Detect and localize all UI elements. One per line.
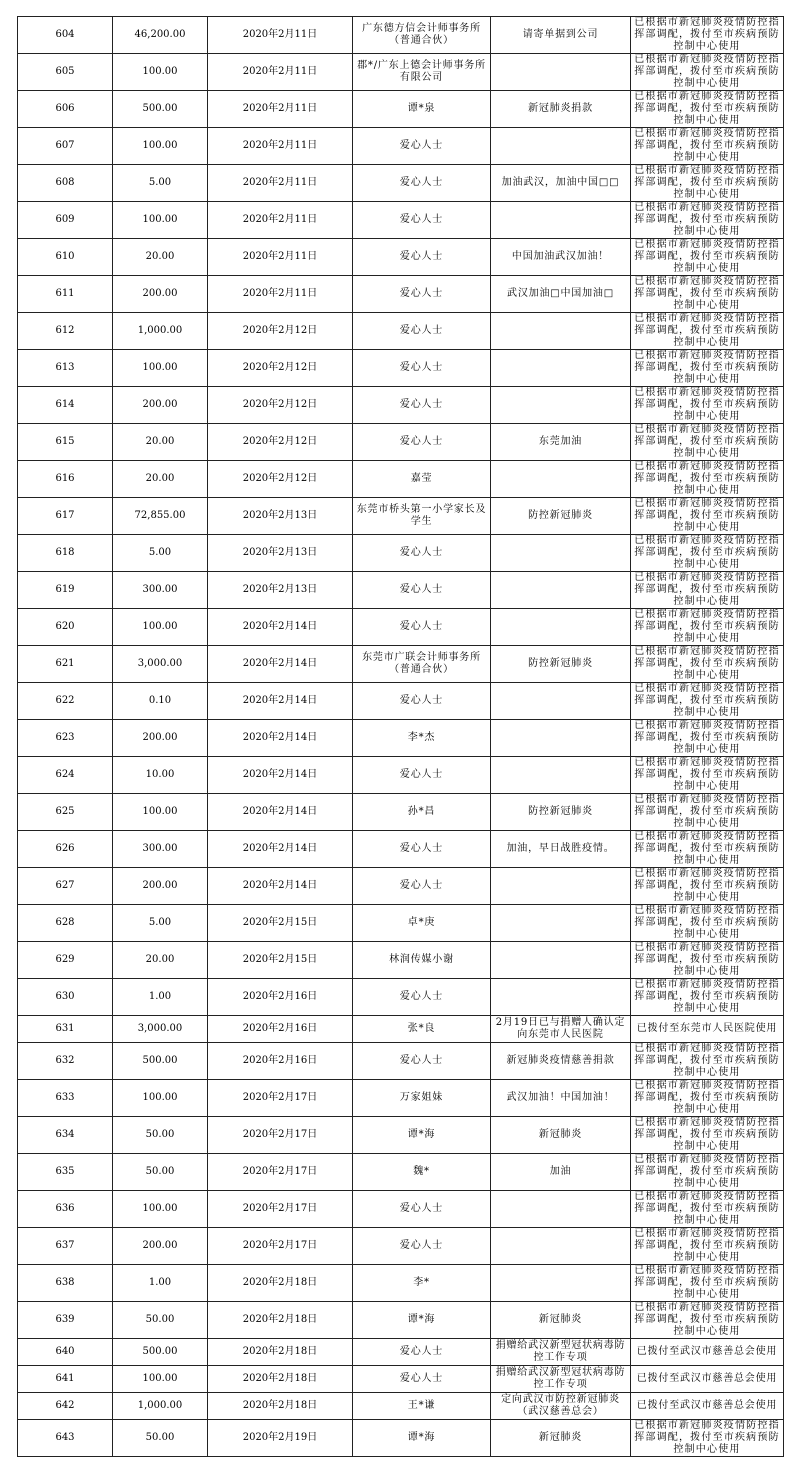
amount-cell: 500.00 [113,1339,208,1366]
date-cell: 2020年2月12日 [208,313,353,350]
donation-intent-cell: 捐赠给武汉新型冠状病毒防控工作专项 [491,1366,631,1393]
donor-cell: 爱心人士 [353,239,491,276]
serial-number-cell: 620 [18,609,113,646]
table-row [18,609,784,646]
amount-cell: 100.00 [113,128,208,165]
serial-number-cell: 605 [18,54,113,91]
amount-cell: 50.00 [113,1154,208,1191]
serial-number-cell: 615 [18,424,113,461]
amount-cell: 20.00 [113,239,208,276]
donor-cell: 爱心人士 [353,128,491,165]
donation-intent-cell [491,720,631,757]
date-cell: 2020年2月18日 [208,1339,353,1366]
donor-cell: 爱心人士 [353,165,491,202]
donor-cell: 郡*/广东上德会计师事务所有限公司 [353,54,491,91]
date-cell: 2020年2月14日 [208,831,353,868]
donation-intent-cell: 防控新冠肺炎 [491,794,631,831]
amount-cell: 3,000.00 [113,646,208,683]
date-cell: 2020年2月12日 [208,461,353,498]
fund-use-cell: 已根据市新冠肺炎疫情防控指挥部调配，拨付至市疾病预防控制中心使用 [631,202,784,239]
serial-number-cell: 608 [18,165,113,202]
table-row [18,1016,784,1043]
serial-number-cell: 617 [18,498,113,535]
amount-cell: 500.00 [113,91,208,128]
fund-use-cell: 已根据市新冠肺炎疫情防控指挥部调配，拨付至市疾病预防控制中心使用 [631,1080,784,1117]
serial-number-cell: 630 [18,979,113,1016]
fund-use-cell: 已根据市新冠肺炎疫情防控指挥部调配，拨付至市疾病预防控制中心使用 [631,54,784,91]
serial-number-cell: 643 [18,1420,113,1457]
date-cell: 2020年2月17日 [208,1154,353,1191]
fund-use-cell: 已根据市新冠肺炎疫情防控指挥部调配，拨付至市疾病预防控制中心使用 [631,905,784,942]
donor-cell: 东莞市桥头第一小学家长及学生 [353,498,491,535]
donor-cell: 爱心人士 [353,609,491,646]
table-row [18,1154,784,1191]
date-cell: 2020年2月18日 [208,1265,353,1302]
date-cell: 2020年2月15日 [208,905,353,942]
amount-cell: 200.00 [113,720,208,757]
amount-cell: 100.00 [113,609,208,646]
table-row [18,461,784,498]
fund-use-cell: 已根据市新冠肺炎疫情防控指挥部调配，拨付至市疾病预防控制中心使用 [631,757,784,794]
donation-intent-cell [491,868,631,905]
donation-intent-cell [491,1228,631,1265]
fund-use-cell: 已拨付至武汉市慈善总会使用 [631,1339,784,1366]
serial-number-cell: 628 [18,905,113,942]
donor-cell: 谭*海 [353,1420,491,1457]
donation-intent-cell [491,313,631,350]
donation-intent-cell [491,683,631,720]
table-row [18,91,784,128]
fund-use-cell: 已根据市新冠肺炎疫情防控指挥部调配，拨付至市疾病预防控制中心使用 [631,165,784,202]
table-row [18,387,784,424]
serial-number-cell: 638 [18,1265,113,1302]
fund-use-cell: 已根据市新冠肺炎疫情防控指挥部调配，拨付至市疾病预防控制中心使用 [631,1302,784,1339]
serial-number-cell: 619 [18,572,113,609]
donor-cell: 孙*昌 [353,794,491,831]
donor-cell: 爱心人士 [353,424,491,461]
donation-intent-cell [491,350,631,387]
table-row [18,17,784,54]
serial-number-cell: 625 [18,794,113,831]
date-cell: 2020年2月16日 [208,979,353,1016]
donation-intent-cell: 新冠肺炎捐款 [491,91,631,128]
table-row [18,831,784,868]
serial-number-cell: 613 [18,350,113,387]
donation-intent-cell [491,535,631,572]
fund-use-cell: 已根据市新冠肺炎疫情防控指挥部调配，拨付至市疾病预防控制中心使用 [631,720,784,757]
fund-use-cell: 已拨付至东莞市人民医院使用 [631,1016,784,1043]
donor-cell: 爱心人士 [353,683,491,720]
amount-cell: 1,000.00 [113,313,208,350]
ledger-body [18,17,784,1457]
fund-use-cell: 已根据市新冠肺炎疫情防控指挥部调配，拨付至市疾病预防控制中心使用 [631,313,784,350]
donation-intent-cell: 防控新冠肺炎 [491,646,631,683]
donation-intent-cell [491,461,631,498]
fund-use-cell: 已根据市新冠肺炎疫情防控指挥部调配，拨付至市疾病预防控制中心使用 [631,1191,784,1228]
donation-intent-cell [491,572,631,609]
amount-cell: 50.00 [113,1420,208,1457]
date-cell: 2020年2月17日 [208,1228,353,1265]
serial-number-cell: 626 [18,831,113,868]
amount-cell: 1,000.00 [113,1393,208,1420]
fund-use-cell: 已根据市新冠肺炎疫情防控指挥部调配，拨付至市疾病预防控制中心使用 [631,1154,784,1191]
donation-intent-cell: 武汉加油□中国加油□ [491,276,631,313]
fund-use-cell: 已根据市新冠肺炎疫情防控指挥部调配，拨付至市疾病预防控制中心使用 [631,128,784,165]
donation-intent-cell [491,202,631,239]
fund-use-cell: 已根据市新冠肺炎疫情防控指挥部调配，拨付至市疾病预防控制中心使用 [631,868,784,905]
fund-use-cell: 已根据市新冠肺炎疫情防控指挥部调配，拨付至市疾病预防控制中心使用 [631,831,784,868]
date-cell: 2020年2月11日 [208,128,353,165]
date-cell: 2020年2月11日 [208,202,353,239]
table-row [18,276,784,313]
date-cell: 2020年2月12日 [208,387,353,424]
table-row [18,1302,784,1339]
fund-use-cell: 已根据市新冠肺炎疫情防控指挥部调配，拨付至市疾病预防控制中心使用 [631,1420,784,1457]
date-cell: 2020年2月11日 [208,17,353,54]
donor-cell: 爱心人士 [353,1043,491,1080]
donor-cell: 李*杰 [353,720,491,757]
table-row [18,868,784,905]
date-cell: 2020年2月11日 [208,239,353,276]
table-row [18,1420,784,1457]
amount-cell: 20.00 [113,424,208,461]
fund-use-cell: 已根据市新冠肺炎疫情防控指挥部调配，拨付至市疾病预防控制中心使用 [631,794,784,831]
serial-number-cell: 635 [18,1154,113,1191]
table-row [18,498,784,535]
amount-cell: 5.00 [113,905,208,942]
amount-cell: 300.00 [113,572,208,609]
donation-intent-cell: 新冠肺炎 [491,1420,631,1457]
table-row [18,1393,784,1420]
date-cell: 2020年2月18日 [208,1393,353,1420]
table-row [18,979,784,1016]
donation-intent-cell [491,1191,631,1228]
fund-use-cell: 已根据市新冠肺炎疫情防控指挥部调配，拨付至市疾病预防控制中心使用 [631,17,784,54]
donor-cell: 谭*泉 [353,91,491,128]
donation-intent-cell: 武汉加油！中国加油！ [491,1080,631,1117]
serial-number-cell: 622 [18,683,113,720]
donor-cell: 爱心人士 [353,313,491,350]
table-row [18,720,784,757]
donation-intent-cell: 捐赠给武汉新型冠状病毒防控工作专项 [491,1339,631,1366]
donation-intent-cell: 新冠肺炎 [491,1117,631,1154]
donation-intent-cell: 定向武汉市防控新冠肺炎（武汉慈善总会） [491,1393,631,1420]
serial-number-cell: 634 [18,1117,113,1154]
date-cell: 2020年2月13日 [208,498,353,535]
date-cell: 2020年2月16日 [208,1016,353,1043]
donor-cell: 爱心人士 [353,350,491,387]
date-cell: 2020年2月12日 [208,350,353,387]
date-cell: 2020年2月17日 [208,1191,353,1228]
serial-number-cell: 632 [18,1043,113,1080]
donation-intent-cell [491,1265,631,1302]
amount-cell: 100.00 [113,1191,208,1228]
table-row [18,54,784,91]
table-row [18,572,784,609]
fund-use-cell: 已根据市新冠肺炎疫情防控指挥部调配，拨付至市疾病预防控制中心使用 [631,979,784,1016]
serial-number-cell: 614 [18,387,113,424]
donation-intent-cell: 防控新冠肺炎 [491,498,631,535]
amount-cell: 20.00 [113,942,208,979]
fund-use-cell: 已根据市新冠肺炎疫情防控指挥部调配，拨付至市疾病预防控制中心使用 [631,609,784,646]
serial-number-cell: 616 [18,461,113,498]
serial-number-cell: 606 [18,91,113,128]
serial-number-cell: 610 [18,239,113,276]
donation-intent-cell: 东莞加油 [491,424,631,461]
donor-cell: 爱心人士 [353,535,491,572]
fund-use-cell: 已根据市新冠肺炎疫情防控指挥部调配，拨付至市疾病预防控制中心使用 [631,498,784,535]
donor-cell: 爱心人士 [353,979,491,1016]
serial-number-cell: 629 [18,942,113,979]
donor-cell: 东莞市广联会计师事务所（普通合伙） [353,646,491,683]
donor-cell: 爱心人士 [353,757,491,794]
amount-cell: 50.00 [113,1117,208,1154]
table-row [18,683,784,720]
amount-cell: 300.00 [113,831,208,868]
donation-intent-cell [491,128,631,165]
date-cell: 2020年2月14日 [208,720,353,757]
date-cell: 2020年2月13日 [208,535,353,572]
donor-cell: 谭*海 [353,1117,491,1154]
amount-cell: 3,000.00 [113,1016,208,1043]
serial-number-cell: 612 [18,313,113,350]
donor-cell: 嘉莹 [353,461,491,498]
table-row [18,350,784,387]
fund-use-cell: 已根据市新冠肺炎疫情防控指挥部调配，拨付至市疾病预防控制中心使用 [631,239,784,276]
donor-cell: 爱心人士 [353,868,491,905]
donor-cell: 爱心人士 [353,572,491,609]
amount-cell: 100.00 [113,1366,208,1393]
donation-intent-cell [491,757,631,794]
amount-cell: 200.00 [113,1228,208,1265]
serial-number-cell: 621 [18,646,113,683]
amount-cell: 50.00 [113,1302,208,1339]
table-row [18,535,784,572]
table-row [18,942,784,979]
table-row [18,1265,784,1302]
date-cell: 2020年2月12日 [208,424,353,461]
date-cell: 2020年2月11日 [208,91,353,128]
fund-use-cell: 已根据市新冠肺炎疫情防控指挥部调配，拨付至市疾病预防控制中心使用 [631,1228,784,1265]
table-row [18,1043,784,1080]
date-cell: 2020年2月11日 [208,165,353,202]
table-row [18,1228,784,1265]
fund-use-cell: 已根据市新冠肺炎疫情防控指挥部调配，拨付至市疾病预防控制中心使用 [631,350,784,387]
amount-cell: 100.00 [113,350,208,387]
serial-number-cell: 640 [18,1339,113,1366]
donor-cell: 爱心人士 [353,387,491,424]
serial-number-cell: 607 [18,128,113,165]
amount-cell: 46,200.00 [113,17,208,54]
fund-use-cell: 已根据市新冠肺炎疫情防控指挥部调配，拨付至市疾病预防控制中心使用 [631,1265,784,1302]
fund-use-cell: 已根据市新冠肺炎疫情防控指挥部调配，拨付至市疾病预防控制中心使用 [631,683,784,720]
donation-intent-cell [491,609,631,646]
date-cell: 2020年2月17日 [208,1117,353,1154]
serial-number-cell: 618 [18,535,113,572]
donor-cell: 爱心人士 [353,276,491,313]
donor-cell: 爱心人士 [353,1191,491,1228]
table-row [18,1191,784,1228]
fund-use-cell: 已根据市新冠肺炎疫情防控指挥部调配，拨付至市疾病预防控制中心使用 [631,572,784,609]
date-cell: 2020年2月14日 [208,757,353,794]
fund-use-cell: 已根据市新冠肺炎疫情防控指挥部调配，拨付至市疾病预防控制中心使用 [631,91,784,128]
donation-intent-cell: 加油，早日战胜疫情。 [491,831,631,868]
serial-number-cell: 609 [18,202,113,239]
fund-use-cell: 已根据市新冠肺炎疫情防控指挥部调配，拨付至市疾病预防控制中心使用 [631,276,784,313]
donation-intent-cell: 新冠肺炎 [491,1302,631,1339]
donation-intent-cell: 中国加油武汉加油！ [491,239,631,276]
serial-number-cell: 642 [18,1393,113,1420]
donor-cell: 万家姐妹 [353,1080,491,1117]
table-row [18,646,784,683]
table-row [18,794,784,831]
donation-intent-cell: 请寄单据到公司 [491,17,631,54]
serial-number-cell: 641 [18,1366,113,1393]
donation-intent-cell [491,905,631,942]
fund-use-cell: 已拨付至武汉市慈善总会使用 [631,1393,784,1420]
date-cell: 2020年2月14日 [208,794,353,831]
date-cell: 2020年2月14日 [208,646,353,683]
donor-cell: 爱心人士 [353,202,491,239]
donation-intent-cell [491,979,631,1016]
table-row [18,313,784,350]
donor-cell: 广东德方信会计师事务所（普通合伙） [353,17,491,54]
fund-use-cell: 已根据市新冠肺炎疫情防控指挥部调配，拨付至市疾病预防控制中心使用 [631,646,784,683]
table-row [18,1339,784,1366]
amount-cell: 100.00 [113,1080,208,1117]
fund-use-cell: 已根据市新冠肺炎疫情防控指挥部调配，拨付至市疾病预防控制中心使用 [631,461,784,498]
donation-intent-cell: 2月19日已与捐赠人确认定向东莞市人民医院 [491,1016,631,1043]
date-cell: 2020年2月13日 [208,572,353,609]
serial-number-cell: 627 [18,868,113,905]
date-cell: 2020年2月11日 [208,54,353,91]
date-cell: 2020年2月14日 [208,683,353,720]
fund-use-cell: 已根据市新冠肺炎疫情防控指挥部调配，拨付至市疾病预防控制中心使用 [631,1043,784,1080]
donor-cell: 爱心人士 [353,1228,491,1265]
amount-cell: 100.00 [113,794,208,831]
fund-use-cell: 已根据市新冠肺炎疫情防控指挥部调配，拨付至市疾病预防控制中心使用 [631,1117,784,1154]
date-cell: 2020年2月15日 [208,942,353,979]
serial-number-cell: 636 [18,1191,113,1228]
table-row [18,165,784,202]
date-cell: 2020年2月17日 [208,1080,353,1117]
table-row [18,1117,784,1154]
donor-cell: 王*谦 [353,1393,491,1420]
donation-intent-cell: 加油 [491,1154,631,1191]
amount-cell: 1.00 [113,979,208,1016]
amount-cell: 200.00 [113,387,208,424]
donation-intent-cell: 加油武汉，加油中国□□ [491,165,631,202]
amount-cell: 0.10 [113,683,208,720]
serial-number-cell: 611 [18,276,113,313]
amount-cell: 20.00 [113,461,208,498]
donation-intent-cell [491,387,631,424]
donation-ledger-table [17,16,784,1457]
donor-cell: 爱心人士 [353,1339,491,1366]
table-row [18,424,784,461]
amount-cell: 200.00 [113,868,208,905]
date-cell: 2020年2月16日 [208,1043,353,1080]
amount-cell: 5.00 [113,535,208,572]
amount-cell: 10.00 [113,757,208,794]
fund-use-cell: 已根据市新冠肺炎疫情防控指挥部调配，拨付至市疾病预防控制中心使用 [631,424,784,461]
serial-number-cell: 631 [18,1016,113,1043]
donation-intent-cell [491,942,631,979]
table-row [18,128,784,165]
amount-cell: 1.00 [113,1265,208,1302]
amount-cell: 100.00 [113,54,208,91]
donation-intent-cell [491,54,631,91]
table-row [18,239,784,276]
table-row [18,1080,784,1117]
donor-cell: 林润传媒小谢 [353,942,491,979]
donor-cell: 魏* [353,1154,491,1191]
date-cell: 2020年2月19日 [208,1420,353,1457]
amount-cell: 100.00 [113,202,208,239]
table-row [18,905,784,942]
table-row [18,1366,784,1393]
amount-cell: 500.00 [113,1043,208,1080]
donor-cell: 李* [353,1265,491,1302]
serial-number-cell: 639 [18,1302,113,1339]
amount-cell: 200.00 [113,276,208,313]
donation-intent-cell: 新冠肺炎疫情慈善捐款 [491,1043,631,1080]
serial-number-cell: 623 [18,720,113,757]
amount-cell: 72,855.00 [113,498,208,535]
fund-use-cell: 已根据市新冠肺炎疫情防控指挥部调配，拨付至市疾病预防控制中心使用 [631,387,784,424]
table-row [18,757,784,794]
donor-cell: 谭*海 [353,1302,491,1339]
date-cell: 2020年2月18日 [208,1366,353,1393]
serial-number-cell: 637 [18,1228,113,1265]
date-cell: 2020年2月18日 [208,1302,353,1339]
serial-number-cell: 633 [18,1080,113,1117]
fund-use-cell: 已根据市新冠肺炎疫情防控指挥部调配，拨付至市疾病预防控制中心使用 [631,535,784,572]
date-cell: 2020年2月14日 [208,868,353,905]
fund-use-cell: 已拨付至武汉市慈善总会使用 [631,1366,784,1393]
serial-number-cell: 604 [18,17,113,54]
donor-cell: 爱心人士 [353,1366,491,1393]
serial-number-cell: 624 [18,757,113,794]
date-cell: 2020年2月14日 [208,609,353,646]
fund-use-cell: 已根据市新冠肺炎疫情防控指挥部调配，拨付至市疾病预防控制中心使用 [631,942,784,979]
donor-cell: 张*良 [353,1016,491,1043]
amount-cell: 5.00 [113,165,208,202]
date-cell: 2020年2月11日 [208,276,353,313]
donor-cell: 爱心人士 [353,831,491,868]
table-row [18,202,784,239]
donor-cell: 卓*庚 [353,905,491,942]
